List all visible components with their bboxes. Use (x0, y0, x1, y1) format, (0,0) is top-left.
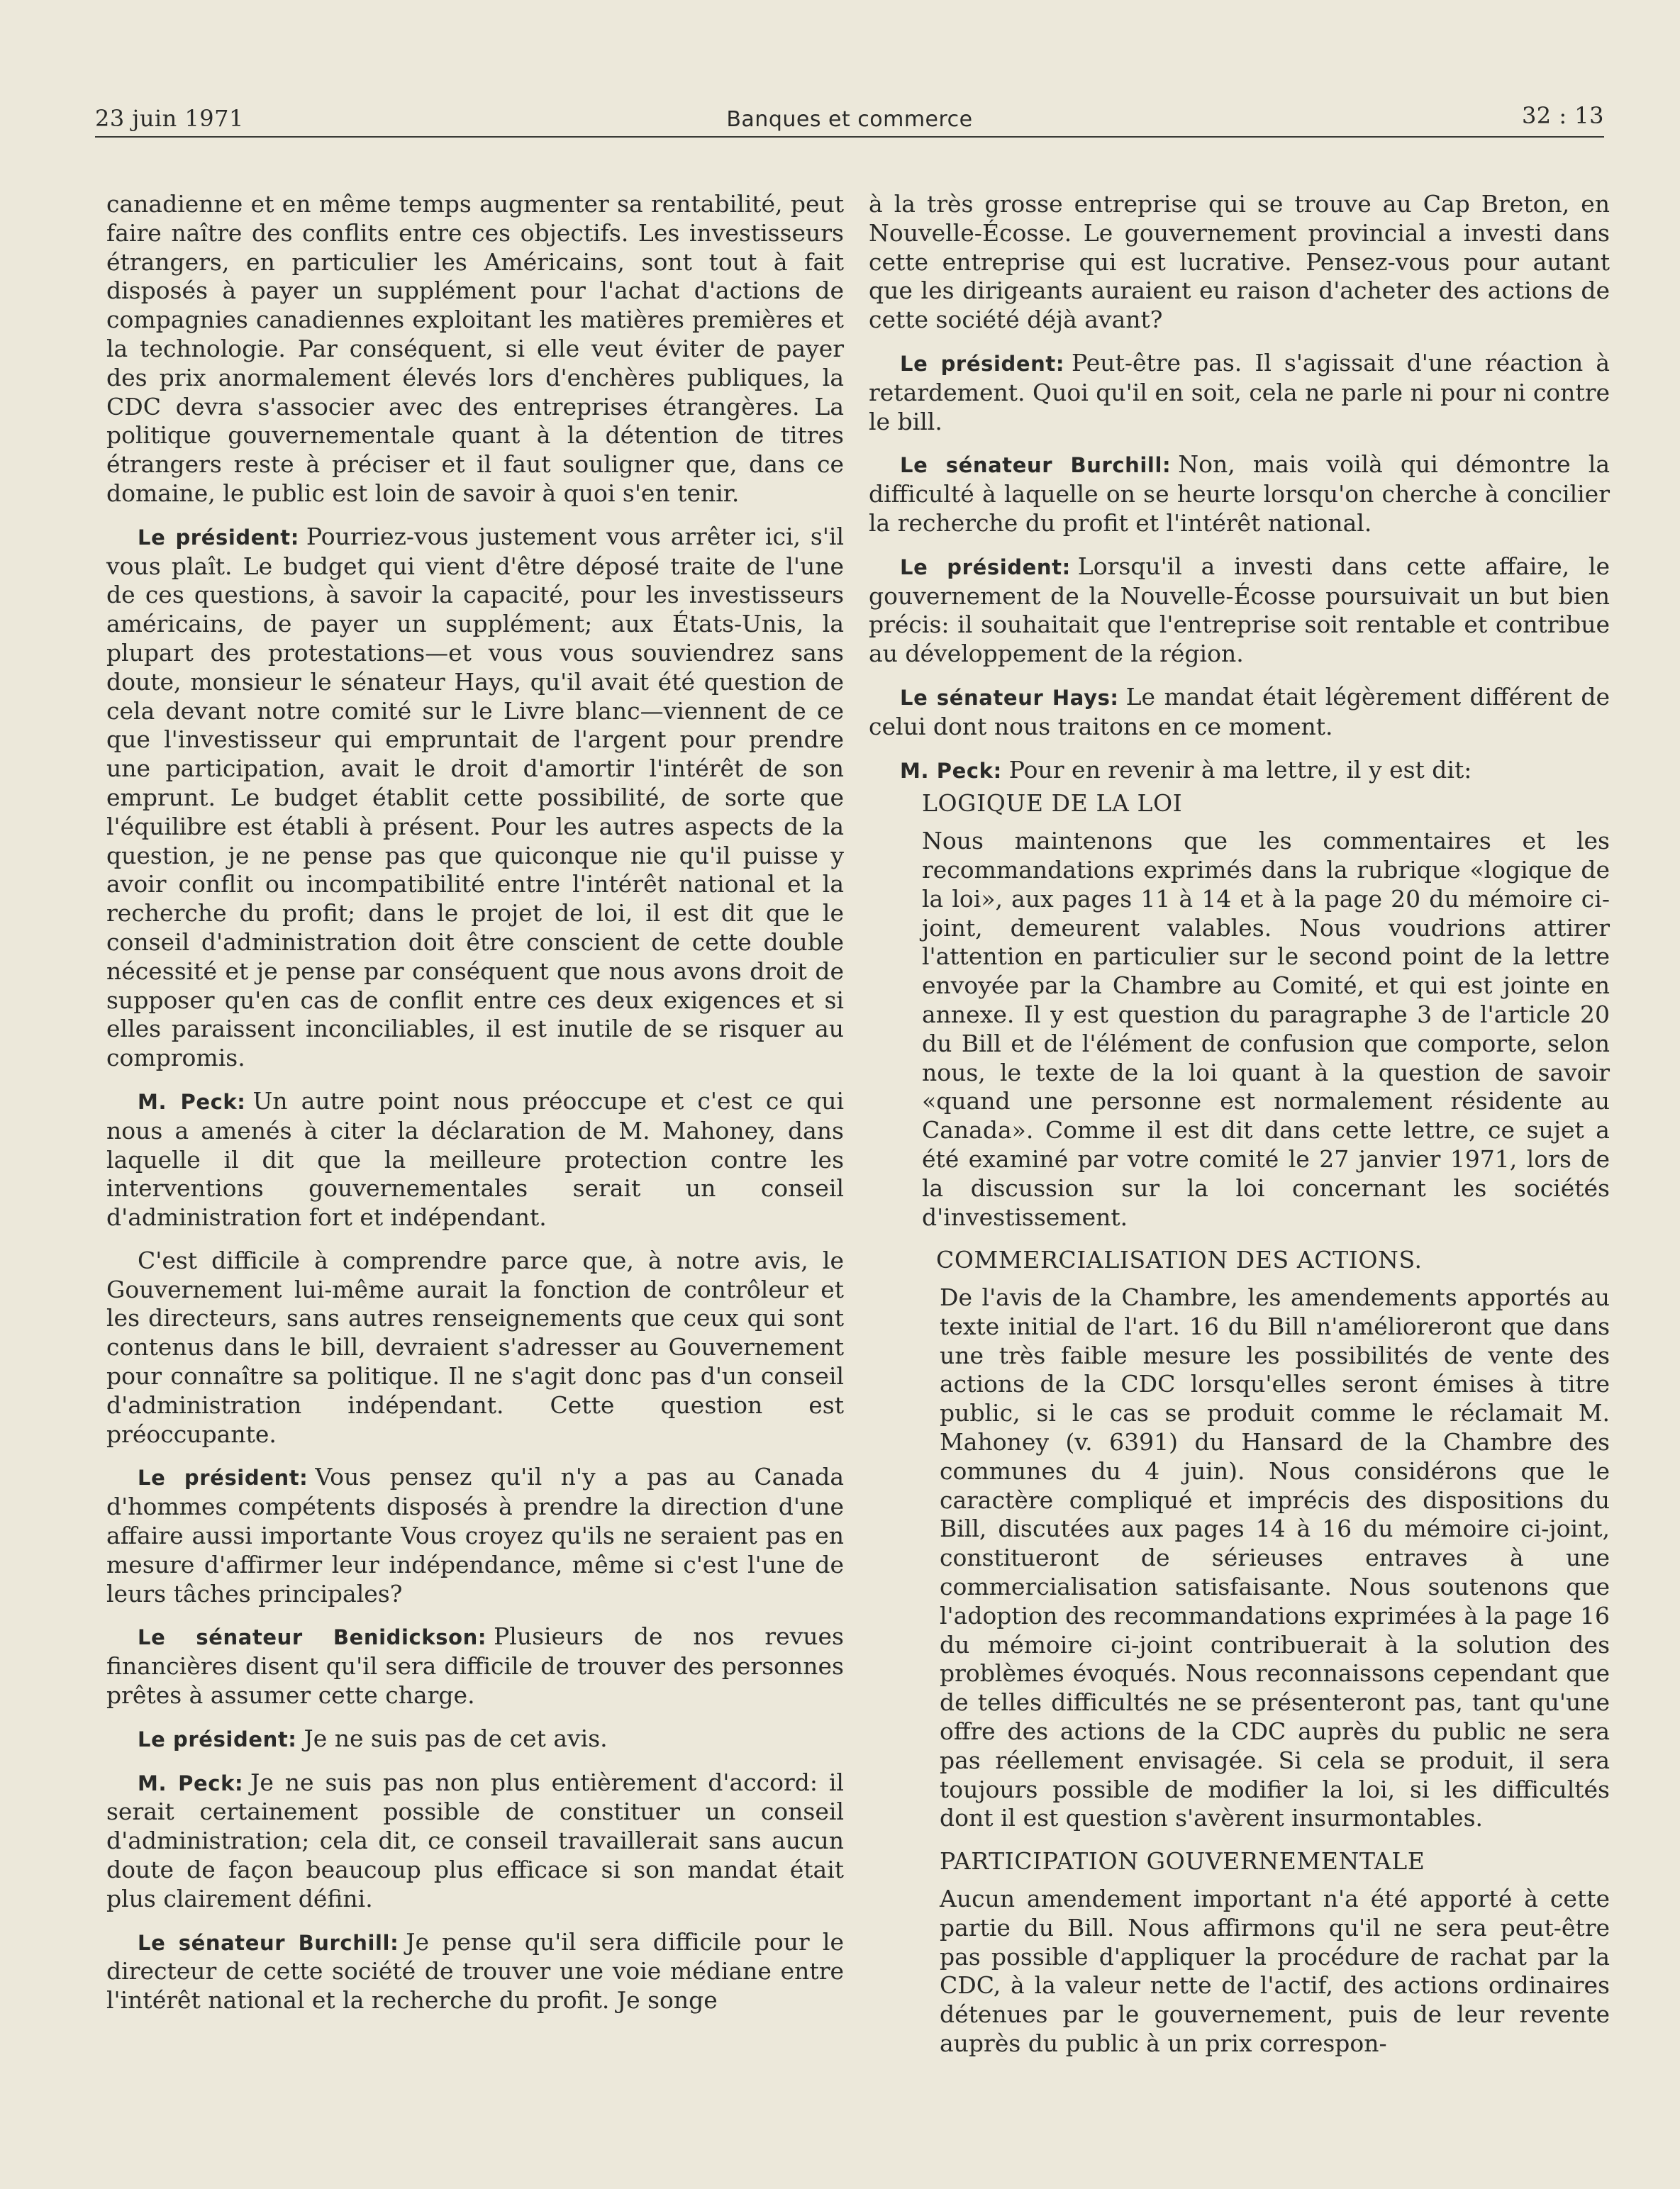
quoted-block (940, 1283, 1610, 2059)
paragraph: Le président: Vous pensez qu'il n'y a pas au Canada d'hommes compétents disposés à prendre la direction d'une affaire aussi importante Vous croyez qu'ils ne seraient pas en mesure d'affirmer leur indépendance, même si c'est l'une de leurs tâches principales? (106, 1463, 844, 1608)
speaker-name: Le président: (138, 1727, 297, 1751)
quoted-paragraph: De l'avis de la Chambre, les amendements apportés au texte initial de l'art. 16 du Bill n'amélioreront que dans une très faible mesure les possibilités de vente des actions de la CDC lorsqu'elles seront émises à titre public, si le cas se produit comme le réclamait M. Mahoney (v. 6391) du Hansard de la Chambre des communes du 4 juin). Nous considérons que le caractère compliqué et imprécis des dispositions du Bill, discutées aux pages 14 à 16 du mémoire ci-joint, constitueront de sérieuses entraves à une commercialisation satisfaisante. Nous soutenons que l'adoption des recommandations exprimées à la page 16 du mémoire ci-joint contribuerait à la solution des problèmes évoqués. Nous reconnaissons cependant que de telles difficultés ne se présenteront pas, tant qu'une offre des actions de la CDC auprès du public ne sera pas réellement envisagée. Si cela se produit, il sera toujours possible de modifier la loi, si les difficultés dont il est question s'avèrent insurmontables. (940, 1283, 1610, 1832)
header-title: Banques et commerce (726, 107, 973, 132)
header-date: 23 juin 1971 (95, 105, 244, 132)
speaker-name: Le président: (138, 525, 299, 550)
paragraph: M. Peck: Pour en revenir à ma lettre, il y est dit: (900, 755, 1472, 784)
speaker-name: M. Peck: (138, 1771, 244, 1795)
quoted-letter (922, 789, 1610, 1232)
paragraph: canadienne et en même temps augmenter sa rentabilité, peut faire naître des conflits entre ces objectifs. Les investisseurs étrangers, en particulier les Américains, sont tout à fait disposés à payer un supplément pour l'achat d'actions de compagnies canadiennes exploitant les matières premières et la technologie. Par conséquent, si elle veut éviter de payer des prix anormalement élevés lors d'enchères publiques, la CDC devra s'associer avec des entreprises étrangères. La politique gouvernementale quant à la détention de titres étrangers reste à préciser et il faut souligner que, dans ce domaine, le public est loin de savoir à quoi s'en tenir. (106, 190, 844, 507)
paragraph: C'est difficile à comprendre parce que, à notre avis, le Gouvernement lui-même aurait la fonction de contrôleur et les directeurs, sans autres renseignements que ceux qui sont contenus dans le bill, devraient s'adresser au Gouvernement pour connaître sa politique. Il ne s'agit donc pas d'un conseil d'administration indépendant. Cette question est préoccupante. (106, 1246, 844, 1448)
quoted-paragraph: Nous maintenons que les commentaires et les recommandations exprimés dans la rubrique «logique de la loi», aux pages 11 à 14 et à la page 20 du mémoire ci-joint, demeurent valables. Nous voudrions attirer l'attention en particulier sur le second point de la lettre envoyée par la Chambre au Comité, et qui est jointe en annexe. Il y est question du paragraphe 3 de l'article 20 du Bill et de l'élément de confusion que comporte, selon nous, le texte de la loi quant à la question de savoir «quand une personne est normalement résidente au Canada». Comme il est dit dans cette lettre, ce sujet a été examiné par votre comité le 27 janvier 1971, lors de la discussion sur la loi concernant les sociétés d'investissement. (922, 827, 1610, 1231)
speaker-name: Le sénateur Hays: (900, 685, 1119, 710)
header-page-number: 32 : 13 (1521, 102, 1604, 129)
paragraph: Le président: Peut-être pas. Il s'agissait d'une réaction à retardement. Quoi qu'il en soit, cela ne parle ni pour ni contre le bill. (869, 348, 1610, 435)
paragraph: Le sénateur Burchill: Non, mais voilà qui démontre la difficulté à laquelle on se heurte lorsqu'on cherche à concilier la recherche du profit et l'intérêt national. (869, 450, 1610, 537)
paragraph: Le sénateur Benidickson: Plusieurs de nos revues financières disent qu'il sera difficile de trouver des personnes prêtes à assumer cette charge. (106, 1622, 844, 1710)
speaker-name: M. Peck: (138, 1089, 246, 1114)
section-heading: PARTICIPATION GOUVERNEMENTALE (940, 1847, 1425, 1876)
paragraph: Le sénateur Hays: Le mandat était légèrement différent de celui dont nous traitons en ce moment. (869, 682, 1610, 740)
paragraph: Le sénateur Burchill: Je pense qu'il sera difficile pour le directeur de cette société de trouver une voie médiane entre l'intérêt national et la recherche du profit. Je songe (106, 1927, 844, 2015)
speaker-name: Le sénateur Burchill: (138, 1930, 399, 1955)
speaker-name: M. Peck: (900, 758, 1002, 783)
quoted-paragraph: Aucun amendement important n'a été apporté à cette partie du Bill. Nous affirmons qu'il ne sera peut-être pas possible d'appliquer la procédure de rachat par la CDC, à la valeur nette de l'actif, des actions ordinaires détenues par le gouvernement, puis de leur revente auprès du public à un prix correspon- (940, 1885, 1610, 2058)
paragraph: Le président: Pourriez-vous justement vous arrêter ici, s'il vous plaît. Le budget qui vient d'être déposé traite de l'une de ces questions, à savoir la capacité, pour les investisseurs américains, de payer un supplément; aux États-Unis, la plupart des protestations—et vous vous souviendrez sans doute, monsieur le sénateur Hays, qu'il avait été question de cela devant notre comité sur le Livre blanc—viennent de ce que l'investisseur qui empruntait de l'argent pour prendre une participation, avait le droit d'amortir l'intérêt de son emprunt. Le budget établit cette possibilité, de sorte que l'équilibre est établi à présent. Pour les autres aspects de la question, je ne pense pas que quiconque nie qu'il puisse y avoir conflit ou incompatibilité entre l'intérêt national et la recherche du profit; dans le projet de loi, il est dit que le conseil d'administration doit être conscient de cette double nécessité et je pense par conséquent que nous avons droit de supposer qu'en cas de conflit entre ces deux exigences et si elles paraissent inconciliables, il est inutile de se risquer au compromis. (106, 522, 844, 1072)
paragraph: M. Peck: Je ne suis pas non plus entièrement d'accord: il serait certainement possible de constituer un conseil d'administration; cela dit, ce conseil travaillerait sans aucun doute de façon beaucoup plus efficace si son mandat était plus clairement défini. (106, 1768, 844, 1912)
speaker-name: Le président: (900, 555, 1071, 579)
section-heading: LOGIQUE DE LA LOI (922, 789, 1183, 818)
paragraph: à la très grosse entreprise qui se trouve au Cap Breton, en Nouvelle-Écosse. Le gouvernement provincial a investi dans cette entreprise qui est lucrative. Pensez-vous pour autant que les dirigeants auraient eu raison d'acheter des actions de cette société déjà avant? (869, 190, 1610, 334)
speaker-name: Le sénateur Benidickson: (138, 1625, 487, 1650)
running-header (95, 102, 1604, 138)
paragraph: Le président: Lorsqu'il a investi dans cette affaire, le gouvernement de la Nouvelle-Écosse poursuivait un but bien précis: il souhaitait que l'entreprise soit rentable et contribue au développement de la région. (869, 552, 1611, 668)
speaker-name: Le sénateur Burchill: (900, 453, 1172, 478)
right-column (869, 190, 1610, 2073)
section-heading: COMMERCIALISATION DES ACTIONS. (936, 1246, 1423, 1274)
left-column (106, 190, 844, 2029)
paragraph: M. Peck: Un autre point nous préoccupe et c'est ce qui nous a amenés à citer la déclaration de M. Mahoney, dans laquelle il dit que la meilleure protection contre les interventions gouvernementales serait un conseil d'administration fort et indépendant. (106, 1086, 844, 1232)
speaker-name: Le président: (900, 351, 1065, 376)
paragraph: Le président: Je ne suis pas de cet avis. (138, 1724, 608, 1752)
speaker-name: Le président: (138, 1466, 308, 1491)
